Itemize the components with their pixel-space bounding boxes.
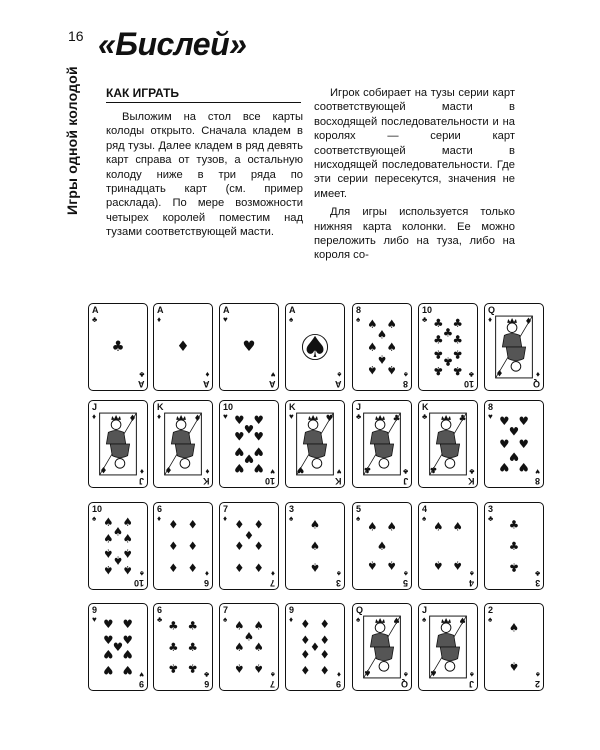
suit-pip-icon: ♦ xyxy=(300,633,311,648)
suit-pip-icon: ♦ xyxy=(300,663,311,678)
suit-pip-icon: ♥ xyxy=(234,412,245,427)
card-rank-corner: 7 ♠ xyxy=(269,670,275,689)
suit-pip-icon: ♣ xyxy=(508,560,520,575)
card-rank-corner: 9 ♦ xyxy=(335,670,341,689)
suit-pip-icon: ♠ xyxy=(367,363,378,378)
suit-pip-icon: ♣ xyxy=(452,315,463,330)
suit-pip-icon: ♠ xyxy=(392,616,401,627)
card-rank-corner: 9 ♥ xyxy=(138,670,144,689)
suit-pip-icon: ♦ xyxy=(319,616,330,631)
suit-pip-icon: ♠ xyxy=(367,316,378,331)
suit-pip-icon: ♠ xyxy=(386,363,397,378)
card-rank-corner: 6 ♦ xyxy=(203,569,209,588)
playing-card xyxy=(285,603,345,691)
suit-pip-icon: ♦ xyxy=(168,560,179,575)
suit-pip-icon: ♠ xyxy=(122,514,133,529)
suit-pip-icon: ♠ xyxy=(112,524,124,539)
suit-pip-icon: ♥ xyxy=(499,437,510,451)
suit-pip-icon: ♥ xyxy=(234,461,245,476)
suit-pip-icon: ♦ xyxy=(187,539,198,553)
playing-card xyxy=(352,603,412,691)
playing-card xyxy=(153,603,213,691)
suit-pip-icon: ♠ xyxy=(302,330,328,364)
suit-pip-icon: ♦ xyxy=(253,539,264,553)
suit-pip-icon: ♠ xyxy=(122,531,133,546)
section-heading: КАК ИГРАТЬ xyxy=(106,86,301,103)
paragraph: Выложим на стол все карты колоды открыто. Сначала кладем в ряд тузы. Далее кладем в ряд девять карт справа от тузов, а остальную колоду ниже в три ряда по тринадцать карт (см. пример расклада). По мере возможности четырех королей поместим над тузами соответствующей масти. xyxy=(106,111,303,239)
suit-pip-icon: ♣ xyxy=(168,640,179,654)
card-rank-corner: 2 ♠ xyxy=(534,670,540,689)
suit-pip-icon: ♣ xyxy=(442,325,454,340)
suit-pip-icon: ♥ xyxy=(508,449,520,464)
card-rank-corner: J ♠ xyxy=(422,605,428,624)
card-rank-corner: Q ♦ xyxy=(532,370,540,389)
card-rank-corner: K ♣ xyxy=(422,402,429,421)
suit-pip-icon: ♦ xyxy=(243,528,255,543)
suit-pip-icon: ♦ xyxy=(300,616,311,631)
playing-card xyxy=(418,400,478,488)
suit-pip-icon: ♣ xyxy=(187,661,198,676)
card-rank-corner: J ♦ xyxy=(92,402,98,421)
suit-pip-icon: ♠ xyxy=(122,546,133,561)
card-rank-corner: 6 ♣ xyxy=(203,670,209,689)
playing-card xyxy=(285,303,345,391)
card-rank-corner: 10 ♥ xyxy=(223,402,234,421)
playing-card xyxy=(88,303,148,391)
suit-pip-icon: ♥ xyxy=(242,339,256,355)
suit-pip-icon: ♠ xyxy=(433,519,444,534)
playing-card xyxy=(88,400,148,488)
suit-pip-icon: ♣ xyxy=(168,661,179,676)
paragraph: Для игры используется только нижняя карта колонки. Ее можно переложить либо на туза, либо на короля со- xyxy=(314,206,515,262)
suit-pip-icon: ♠ xyxy=(253,618,264,633)
suit-pip-icon: ♠ xyxy=(103,546,114,561)
left-text-column xyxy=(106,110,303,244)
suit-pip-icon: ♠ xyxy=(452,558,463,573)
playing-card xyxy=(418,303,478,391)
suit-pip-icon: ♦ xyxy=(253,517,264,532)
card-rank-corner: Q ♦ xyxy=(488,305,496,324)
card-rank-corner: J ♦ xyxy=(138,467,144,486)
suit-pip-icon: ♠ xyxy=(367,558,378,573)
suit-pip-icon: ♥ xyxy=(234,429,245,444)
card-rank-corner: 10 ♥ xyxy=(264,467,275,486)
suit-pip-icon: ♥ xyxy=(243,422,255,437)
suit-pip-icon: ♥ xyxy=(518,413,529,428)
suit-pip-icon: ♠ xyxy=(234,661,245,676)
suit-pip-icon: ♥ xyxy=(103,646,114,661)
suit-pip-icon: ♦ xyxy=(319,663,330,678)
card-rank-corner: A ♣ xyxy=(92,305,99,324)
card-rank-corner: K ♦ xyxy=(157,402,164,421)
suit-pip-icon: ♠ xyxy=(253,640,264,654)
suit-pip-icon: ♣ xyxy=(111,339,125,355)
suit-pip-icon: ♠ xyxy=(253,661,264,676)
suit-pip-icon: ♣ xyxy=(508,517,520,532)
suit-pip-icon: ♥ xyxy=(253,461,264,476)
playing-card xyxy=(418,603,478,691)
suit-pip-icon: ♠ xyxy=(103,514,114,529)
suit-pip-icon: ♦ xyxy=(187,517,198,532)
playing-card xyxy=(484,303,544,391)
suit-pip-icon: ♥ xyxy=(234,444,245,459)
card-rank-corner: A ♣ xyxy=(137,370,144,389)
card-rank-corner: A ♦ xyxy=(157,305,164,324)
suit-pip-icon: ♠ xyxy=(367,519,378,534)
card-rank-corner: 3 ♣ xyxy=(488,504,494,523)
suit-pip-icon: ♥ xyxy=(518,437,529,451)
card-rank-corner: 7 ♦ xyxy=(269,569,275,588)
suit-pip-icon: ♠ xyxy=(367,340,378,354)
suit-pip-icon: ♠ xyxy=(429,667,438,678)
card-rank-corner: 3 ♠ xyxy=(335,569,341,588)
suit-pip-icon: ♦ xyxy=(524,316,533,327)
playing-card xyxy=(484,502,544,590)
playing-card xyxy=(352,303,412,391)
playing-card xyxy=(219,400,279,488)
card-rank-corner: 4 ♠ xyxy=(422,504,428,523)
suit-pip-icon: ♥ xyxy=(122,616,133,631)
suit-pip-icon: ♣ xyxy=(508,539,520,553)
card-rank-corner: J ♣ xyxy=(402,467,408,486)
suit-pip-icon: ♠ xyxy=(309,560,321,575)
playing-card xyxy=(484,400,544,488)
suit-pip-icon: ♥ xyxy=(253,429,264,444)
suit-pip-icon: ♦ xyxy=(128,413,137,424)
playing-card xyxy=(418,502,478,590)
suit-pip-icon: ♠ xyxy=(309,539,321,553)
right-text-column xyxy=(314,86,515,267)
suit-pip-icon: ♥ xyxy=(103,616,114,631)
suit-pip-icon: ♦ xyxy=(253,560,264,575)
card-rank-corner: 7 ♠ xyxy=(223,605,229,624)
suit-pip-icon: ♦ xyxy=(176,339,190,355)
suit-pip-icon: ♣ xyxy=(452,332,463,347)
playing-card xyxy=(285,502,345,590)
card-rank-corner: A ♥ xyxy=(268,370,275,389)
playing-card xyxy=(352,502,412,590)
suit-pip-icon: ♣ xyxy=(433,332,444,347)
paragraph: Игрок собирает на тузы серии карт соответствующей масти в восходящей последовательности и на королях — серии карт соответствующей масти в нисходящей последовательности. Где эти серии пересекутся, значения не имеет. xyxy=(314,87,515,200)
suit-pip-icon: ♠ xyxy=(386,519,397,534)
suit-pip-icon: ♣ xyxy=(168,618,179,633)
suit-pip-icon: ♠ xyxy=(103,531,114,546)
card-rank-corner: 10 ♣ xyxy=(463,370,474,389)
playing-card xyxy=(484,603,544,691)
suit-pip-icon: ♣ xyxy=(429,464,438,475)
suit-pip-icon: ♥ xyxy=(122,646,133,661)
suit-pip-icon: ♥ xyxy=(296,464,305,475)
card-rank-corner: Q ♠ xyxy=(400,670,408,689)
suit-pip-icon: ♥ xyxy=(103,633,114,648)
card-rank-corner: 6 ♦ xyxy=(157,504,163,523)
suit-pip-icon: ♦ xyxy=(309,640,321,654)
playing-card xyxy=(153,502,213,590)
suit-pip-icon: ♣ xyxy=(392,413,401,424)
side-heading: Игры одной колодой xyxy=(64,66,80,215)
playing-card xyxy=(153,400,213,488)
suit-pip-icon: ♠ xyxy=(112,553,124,568)
card-rank-corner: 3 ♠ xyxy=(289,504,295,523)
card-rank-corner: 8 ♥ xyxy=(534,467,540,486)
suit-pip-icon: ♦ xyxy=(234,517,245,532)
suit-pip-icon: ♦ xyxy=(99,464,108,475)
suit-pip-icon: ♦ xyxy=(234,539,245,553)
card-rank-corner: 10 ♠ xyxy=(133,569,144,588)
suit-pip-icon: ♥ xyxy=(499,413,510,428)
suit-pip-icon: ♠ xyxy=(243,629,255,644)
suit-pip-icon: ♠ xyxy=(458,616,467,627)
suit-pip-icon: ♠ xyxy=(122,563,133,578)
suit-pip-icon: ♣ xyxy=(452,347,463,362)
card-rank-corner: A ♥ xyxy=(223,305,230,324)
suit-pip-icon: ♣ xyxy=(433,364,444,379)
suit-pip-icon: ♣ xyxy=(187,618,198,633)
card-rank-corner: 2 ♠ xyxy=(488,605,494,624)
suit-pip-icon: ♠ xyxy=(376,352,388,367)
suit-pip-icon: ♥ xyxy=(122,633,133,648)
suit-pip-icon: ♥ xyxy=(518,460,529,475)
suit-pip-icon: ♥ xyxy=(253,412,264,427)
suit-pip-icon: ♦ xyxy=(495,367,504,378)
suit-pip-icon: ♣ xyxy=(452,364,463,379)
suit-pip-icon: ♦ xyxy=(168,539,179,553)
suit-pip-icon: ♣ xyxy=(187,640,198,654)
suit-pip-icon: ♥ xyxy=(253,444,264,459)
card-rank-corner: J ♣ xyxy=(356,402,362,421)
suit-pip-icon: ♠ xyxy=(234,618,245,633)
card-rank-corner: K ♥ xyxy=(334,467,341,486)
suit-pip-icon: ♠ xyxy=(433,558,444,573)
card-rank-corner: K ♥ xyxy=(289,402,296,421)
suit-pip-icon: ♦ xyxy=(168,517,179,532)
card-rank-corner: 6 ♣ xyxy=(157,605,163,624)
card-rank-corner: 8 ♥ xyxy=(488,402,494,421)
playing-card xyxy=(352,400,412,488)
playing-card xyxy=(219,603,279,691)
card-rank-corner: A ♠ xyxy=(289,305,296,324)
card-rank-corner: 5 ♠ xyxy=(402,569,408,588)
suit-pip-icon: ♥ xyxy=(103,663,114,678)
card-rank-corner: 5 ♠ xyxy=(356,504,362,523)
card-rank-corner: J ♠ xyxy=(468,670,474,689)
suit-pip-icon: ♠ xyxy=(386,316,397,331)
card-rank-corner: 9 ♥ xyxy=(92,605,98,624)
suit-pip-icon: ♦ xyxy=(300,646,311,661)
suit-pip-icon: ♠ xyxy=(508,659,520,674)
card-layout-illustration xyxy=(88,303,548,708)
card-rank-corner: 8 ♠ xyxy=(356,305,362,324)
page-title: «Бислей» xyxy=(98,26,247,62)
card-rank-corner: K ♣ xyxy=(467,467,474,486)
card-rank-corner: 7 ♦ xyxy=(223,504,229,523)
suit-pip-icon: ♥ xyxy=(508,424,520,439)
playing-card xyxy=(219,303,279,391)
card-rank-corner: A ♠ xyxy=(334,370,341,389)
suit-pip-icon: ♠ xyxy=(309,517,321,532)
suit-pip-icon: ♥ xyxy=(325,413,334,424)
suit-pip-icon: ♠ xyxy=(234,640,245,654)
suit-pip-icon: ♦ xyxy=(234,560,245,575)
card-rank-corner: 10 ♣ xyxy=(422,305,433,324)
playing-card xyxy=(88,502,148,590)
playing-card xyxy=(285,400,345,488)
suit-pip-icon: ♣ xyxy=(433,315,444,330)
page-number: 16 xyxy=(68,28,84,44)
suit-pip-icon: ♠ xyxy=(103,563,114,578)
suit-pip-icon: ♥ xyxy=(112,640,124,654)
card-rank-corner: 10 ♠ xyxy=(92,504,103,523)
suit-pip-icon: ♥ xyxy=(122,663,133,678)
card-rank-corner: 4 ♠ xyxy=(468,569,474,588)
suit-pip-icon: ♦ xyxy=(319,633,330,648)
suit-pip-icon: ♠ xyxy=(452,519,463,534)
card-rank-corner: A ♦ xyxy=(202,370,209,389)
suit-pip-icon: ♥ xyxy=(243,451,255,466)
suit-pip-icon: ♠ xyxy=(363,667,372,678)
card-rank-corner: 8 ♠ xyxy=(402,370,408,389)
suit-pip-icon: ♣ xyxy=(433,347,444,362)
suit-pip-icon: ♠ xyxy=(386,558,397,573)
playing-card xyxy=(219,502,279,590)
suit-pip-icon: ♦ xyxy=(187,560,198,575)
suit-pip-icon: ♣ xyxy=(458,413,467,424)
card-rank-corner: K ♦ xyxy=(202,467,209,486)
playing-card xyxy=(88,603,148,691)
suit-pip-icon: ♦ xyxy=(193,413,202,424)
suit-pip-icon: ♥ xyxy=(499,460,510,475)
suit-pip-icon: ♠ xyxy=(508,620,520,635)
suit-pip-icon: ♦ xyxy=(164,464,173,475)
suit-pip-icon: ♣ xyxy=(363,464,372,475)
playing-card xyxy=(153,303,213,391)
card-rank-corner: 9 ♦ xyxy=(289,605,295,624)
suit-pip-icon: ♠ xyxy=(386,340,397,354)
card-rank-corner: Q ♠ xyxy=(356,605,364,624)
card-rank-corner: 3 ♣ xyxy=(534,569,540,588)
suit-pip-icon: ♣ xyxy=(442,354,454,369)
suit-pip-icon: ♠ xyxy=(376,327,388,342)
suit-pip-icon: ♦ xyxy=(319,646,330,661)
suit-pip-icon: ♠ xyxy=(376,539,388,553)
